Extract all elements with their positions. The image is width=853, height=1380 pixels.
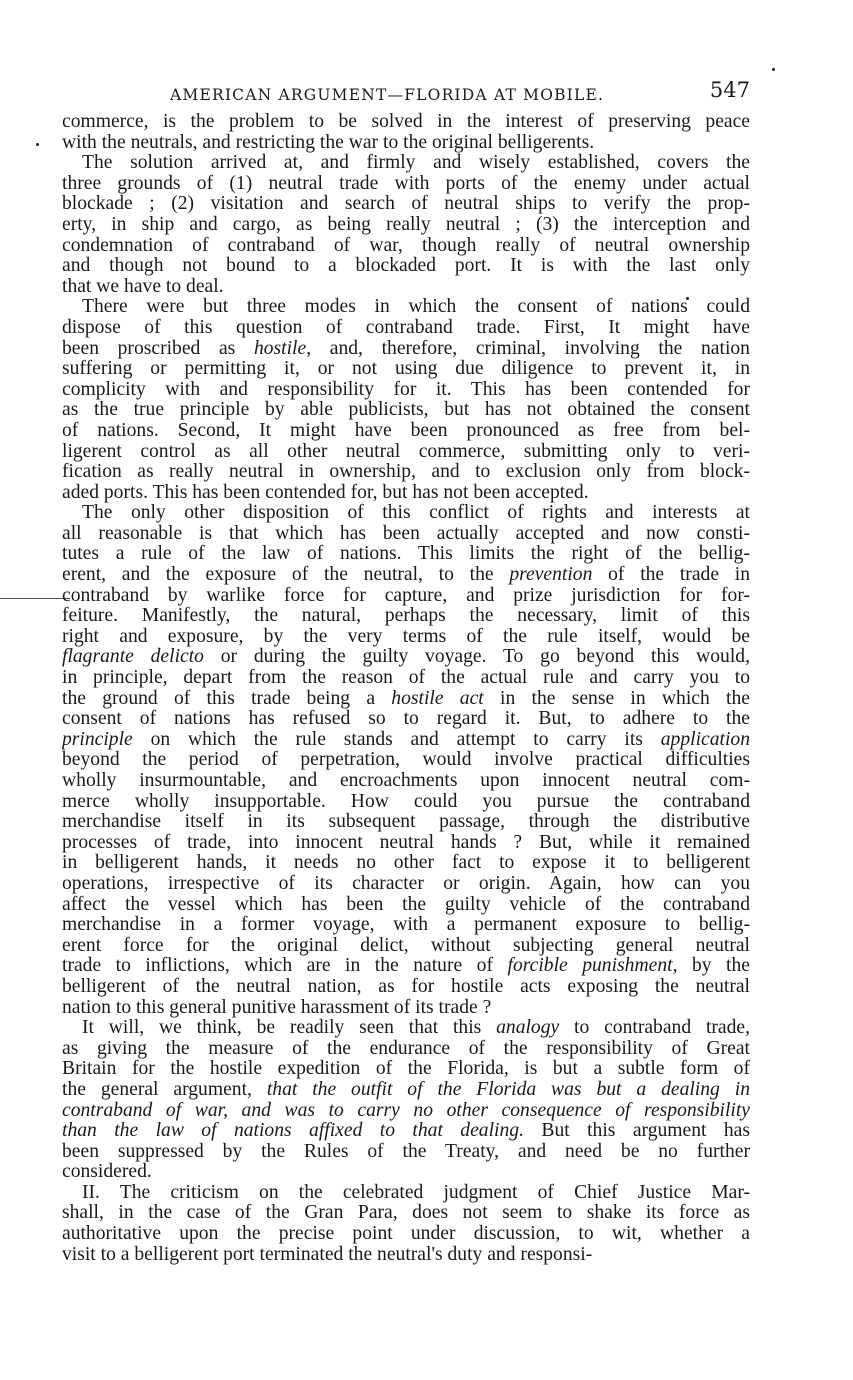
text-line: Britain for the hostile expedition of the Florida, is but a subtle form of	[62, 1059, 750, 1080]
text-line: erent force for the original delict, without subjecting general neutral	[62, 935, 750, 956]
text-line: erent, and the exposure of the neutral, to the prevention of the trade in	[62, 565, 750, 586]
text-line: that we have to deal.	[62, 276, 224, 297]
paragraph	[62, 297, 750, 503]
text-line: in belligerent hands, it needs no other fact to expose it to belligerent	[62, 853, 750, 874]
text-line: visit to a belligerent port terminated the neutral's duty and responsi-	[62, 1244, 593, 1265]
text-line: The solution arrived at, and firmly and wisely established, covers the	[82, 153, 750, 174]
text-line: erty, in ship and cargo, as being really neutral ; (3) the interception and	[62, 214, 750, 235]
paragraph	[62, 1183, 750, 1265]
text-line: The only other disposition of this conflict of rights and interests at	[82, 503, 750, 524]
text-line: considered.	[62, 1162, 152, 1183]
text-line: with the neutrals, and restricting the war to the original belligerents.	[62, 132, 595, 153]
text-line: merchandise in a former voyage, with a permanent exposure to bellig-	[62, 915, 750, 936]
text-line: and though not bound to a blockaded port. It is with the last only	[62, 256, 750, 277]
text-line: of nations. Second, It might have been pronounced as free from bel-	[62, 420, 750, 441]
text-line: processes of trade, into innocent neutral hands ? But, while it remained	[62, 832, 750, 853]
paragraph	[62, 153, 750, 297]
text-line: aded ports. This has been contended for, but has not been accepted.	[62, 482, 589, 503]
text-line: condemnation of contraband of war, though really of neutral ownership	[62, 235, 750, 256]
text-line: affect the vessel which has been the guilty vehicle of the contraband	[62, 894, 750, 915]
text-line: trade to inflictions, which are in the nature of forcible punishment, by the	[62, 956, 750, 977]
text-line: complicity with and responsibility for it. This has been contended for	[62, 379, 750, 400]
text-line: consent of nations has refused so to regard it. But, to adhere to the	[62, 709, 750, 730]
stray-mark	[772, 68, 775, 71]
text-line: There were but three modes in which the consent of nations could	[82, 297, 750, 318]
text-line: flagrante delicto or during the guilty voyage. To go beyond this would,	[62, 647, 750, 668]
running-head: AMERICAN ARGUMENT—FLORIDA AT MOBILE.	[170, 86, 605, 104]
text-line: as giving the measure of the endurance of the responsibility of Great	[62, 1038, 750, 1059]
text-line: fication as really neutral in ownership, and to exclusion only from block-	[62, 462, 750, 483]
text-line: all reasonable is that which has been actually accepted and now consti-	[62, 523, 750, 544]
text-line: been proscribed as hostile, and, therefore, criminal, involving the nation	[62, 338, 750, 359]
text-line: beyond the period of perpetration, would involve practical difficulties	[62, 750, 750, 771]
text-line: II. The criticism on the celebrated judgment of Chief Justice Mar-	[82, 1182, 750, 1203]
text-line: It will, we think, be readily seen that this analogy to contraband trade,	[82, 1018, 750, 1039]
text-line: the ground of this trade being a hostile act in the sense in which the	[62, 688, 750, 709]
margin-pencil-line	[0, 598, 70, 599]
text-line: the general argument, that the outfit of the Florida was but a dealing in	[62, 1079, 750, 1100]
text-line: three grounds of (1) neutral trade with ports of the enemy under actual	[62, 173, 750, 194]
paragraph	[62, 1018, 750, 1183]
text-line: authoritative upon the precise point under discussion, to wit, whether a	[62, 1224, 750, 1245]
text-line: right and exposure, by the very terms of the rule itself, would be	[62, 626, 750, 647]
text-line: suffering or permitting it, or not using due diligence to prevent it, in	[62, 359, 750, 380]
page-header	[62, 78, 750, 112]
text-line: nation to this general punitive harassment of its trade ?	[62, 997, 492, 1018]
text-line: feiture. Manifestly, the natural, perhaps the necessary, limit of this	[62, 606, 750, 627]
text-line: than the law of nations affixed to that dealing. But this argument has	[62, 1121, 750, 1142]
book-page	[62, 78, 750, 1265]
text-line: been suppressed by the Rules of the Treaty, and need be no further	[62, 1141, 750, 1162]
paragraph	[62, 112, 750, 153]
text-line: ligerent control as all other neutral commerce, submitting only to veri-	[62, 441, 750, 462]
text-line: contraband of war, and was to carry no other consequence of responsibility	[62, 1100, 750, 1121]
text-line: contraband by warlike force for capture, and prize jurisdiction for for-	[62, 585, 750, 606]
text-line: belligerent of the neutral nation, as for hostile acts exposing the neutral	[62, 976, 750, 997]
text-line: tutes a rule of the law of nations. This limits the right of the bellig-	[62, 544, 750, 565]
text-line: commerce, is the problem to be solved in the interest of preserving peace	[62, 112, 750, 132]
text-line: operations, irrespective of its character or origin. Again, how can you	[62, 873, 750, 894]
text-line: merce wholly insupportable. How could you pursue the contraband	[62, 791, 750, 812]
text-line: wholly insurmountable, and encroachments upon innocent neutral com-	[62, 771, 750, 791]
body-text	[62, 112, 750, 1265]
text-line: shall, in the case of the Gran Para, does not seem to shake its force as	[62, 1203, 750, 1224]
paragraph	[62, 503, 750, 1018]
text-line: blockade ; (2) visitation and search of neutral ships to verify the prop-	[62, 194, 750, 215]
text-line: dispose of this question of contraband trade. First, It might have	[62, 317, 750, 338]
text-line: in principle, depart from the reason of the actual rule and carry you to	[62, 668, 750, 689]
page-number: 547	[709, 78, 750, 102]
text-line: principle on which the rule stands and attempt to carry its application	[62, 729, 750, 750]
text-line: as the true principle by able publicists, but has not obtained the consent	[62, 400, 750, 421]
stray-mark	[36, 143, 39, 146]
text-line: merchandise itself in its subsequent passage, through the distributive	[62, 812, 750, 833]
